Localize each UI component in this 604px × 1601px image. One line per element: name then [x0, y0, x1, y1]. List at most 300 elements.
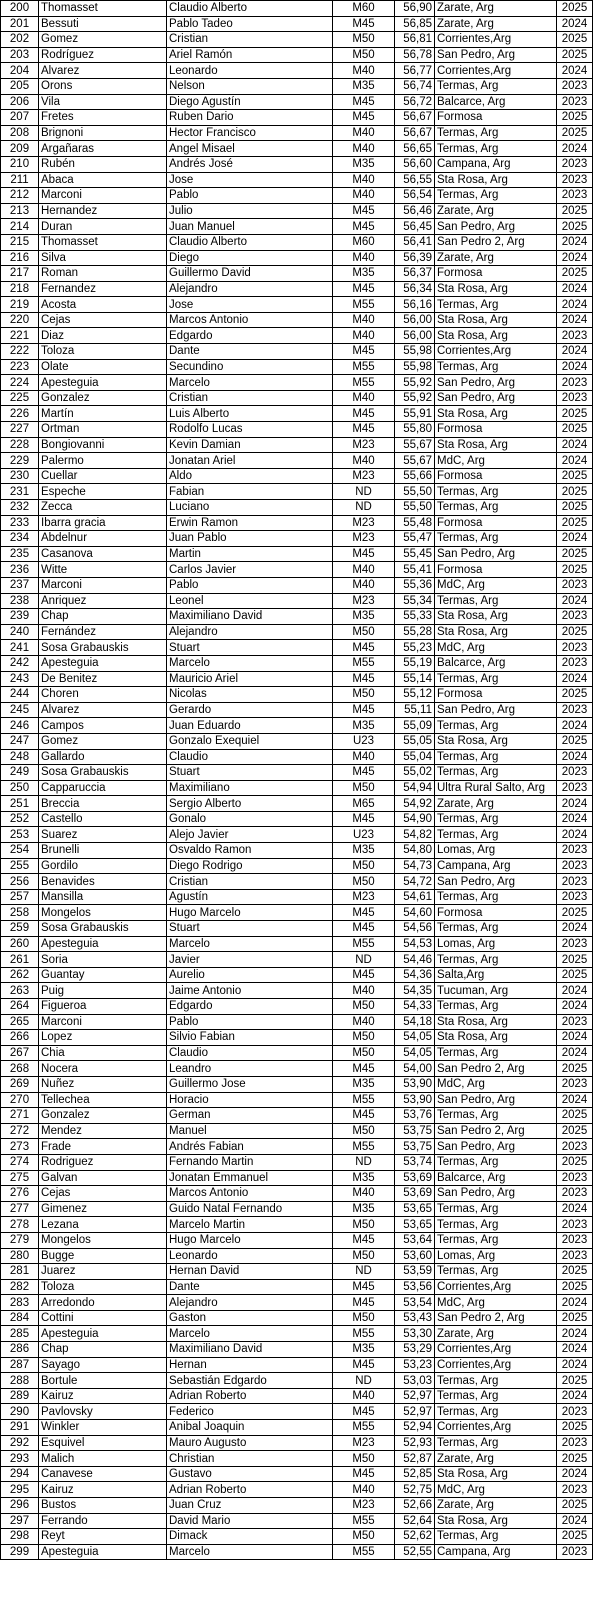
table-row	[1, 655, 593, 671]
surname-cell: Fernández	[39, 624, 167, 640]
rank-cell: 214	[1, 219, 39, 235]
category-cell: M55	[333, 297, 395, 313]
location-cell: MdC, Arg	[435, 577, 557, 593]
score-cell: 52,75	[395, 1482, 435, 1498]
surname-cell: Lezana	[39, 1217, 167, 1233]
surname-cell: Toloza	[39, 1279, 167, 1295]
location-cell: San Pedro, Arg	[435, 375, 557, 391]
category-cell: M40	[333, 312, 395, 328]
score-cell: 55,28	[395, 624, 435, 640]
category-cell: M45	[333, 1404, 395, 1420]
score-cell: 55,67	[395, 453, 435, 469]
year-cell: 2023	[557, 1076, 593, 1092]
category-cell: ND	[333, 500, 395, 516]
location-cell: Zarate, Arg	[435, 796, 557, 812]
category-cell: M55	[333, 1420, 395, 1436]
surname-cell: Kairuz	[39, 1482, 167, 1498]
rank-cell: 245	[1, 702, 39, 718]
year-cell: 2023	[557, 765, 593, 781]
surname-cell: Apesteguia	[39, 1326, 167, 1342]
surname-cell: Bongiovanni	[39, 437, 167, 453]
category-cell: M45	[333, 110, 395, 126]
rank-cell: 250	[1, 780, 39, 796]
surname-cell: Chap	[39, 1342, 167, 1358]
first-name-cell: Guillermo Jose	[167, 1076, 333, 1092]
location-cell: Lomas, Arg	[435, 843, 557, 859]
table-row	[1, 687, 593, 703]
category-cell: M35	[333, 609, 395, 625]
category-cell: M40	[333, 1388, 395, 1404]
category-cell: M40	[333, 125, 395, 141]
year-cell: 2023	[557, 1217, 593, 1233]
location-cell: Termas, Arg	[435, 827, 557, 843]
table-row	[1, 468, 593, 484]
table-row	[1, 1498, 593, 1514]
table-row	[1, 359, 593, 375]
category-cell: M23	[333, 593, 395, 609]
location-cell: Tucuman, Arg	[435, 983, 557, 999]
table-row	[1, 936, 593, 952]
table-row	[1, 1373, 593, 1389]
rank-cell: 243	[1, 671, 39, 687]
score-cell: 53,56	[395, 1279, 435, 1295]
rank-cell: 291	[1, 1420, 39, 1436]
first-name-cell: Claudio Alberto	[167, 1, 333, 17]
first-name-cell: Marcelo	[167, 375, 333, 391]
year-cell: 2023	[557, 640, 593, 656]
score-cell: 54,35	[395, 983, 435, 999]
year-cell: 2023	[557, 1404, 593, 1420]
category-cell: U23	[333, 733, 395, 749]
year-cell: 2024	[557, 921, 593, 937]
surname-cell: Zecca	[39, 500, 167, 516]
score-cell: 53,69	[395, 1186, 435, 1202]
score-cell: 55,36	[395, 577, 435, 593]
location-cell: Termas, Arg	[435, 359, 557, 375]
location-cell: San Pedro, Arg	[435, 47, 557, 63]
table-row	[1, 63, 593, 79]
location-cell: MdC, Arg	[435, 1076, 557, 1092]
rank-cell: 257	[1, 889, 39, 905]
score-cell: 53,76	[395, 1108, 435, 1124]
rank-cell: 299	[1, 1544, 39, 1560]
first-name-cell: Leonardo	[167, 1248, 333, 1264]
location-cell: Termas, Arg	[435, 999, 557, 1015]
year-cell: 2024	[557, 531, 593, 547]
table-row	[1, 16, 593, 32]
first-name-cell: Jonatan Emmanuel	[167, 1170, 333, 1186]
surname-cell: Hernandez	[39, 203, 167, 219]
year-cell: 2025	[557, 203, 593, 219]
score-cell: 56,74	[395, 78, 435, 94]
first-name-cell: Diego Agustín	[167, 94, 333, 110]
table-row	[1, 312, 593, 328]
category-cell: M23	[333, 468, 395, 484]
location-cell: Campana, Arg	[435, 156, 557, 172]
score-cell: 55,66	[395, 468, 435, 484]
rank-cell: 251	[1, 796, 39, 812]
score-cell: 55,98	[395, 344, 435, 360]
first-name-cell: Silvio Fabian	[167, 1030, 333, 1046]
location-cell: San Pedro 2, Arg	[435, 1061, 557, 1077]
location-cell: Sta Rosa, Arg	[435, 172, 557, 188]
year-cell: 2025	[557, 500, 593, 516]
first-name-cell: Erwin Ramon	[167, 515, 333, 531]
year-cell: 2024	[557, 453, 593, 469]
score-cell: 54,80	[395, 843, 435, 859]
location-cell: Termas, Arg	[435, 1529, 557, 1545]
year-cell: 2024	[557, 999, 593, 1015]
location-cell: Corrientes,Arg	[435, 1420, 557, 1436]
rank-cell: 211	[1, 172, 39, 188]
year-cell: 2024	[557, 1030, 593, 1046]
first-name-cell: Adrian Roberto	[167, 1482, 333, 1498]
rank-cell: 213	[1, 203, 39, 219]
rank-cell: 208	[1, 125, 39, 141]
rank-cell: 223	[1, 359, 39, 375]
category-cell: M45	[333, 344, 395, 360]
rank-cell: 252	[1, 811, 39, 827]
score-cell: 52,66	[395, 1498, 435, 1514]
table-row	[1, 1045, 593, 1061]
year-cell: 2023	[557, 1170, 593, 1186]
table-row	[1, 1466, 593, 1482]
surname-cell: Nuñez	[39, 1076, 167, 1092]
category-cell: M50	[333, 858, 395, 874]
rank-cell: 204	[1, 63, 39, 79]
surname-cell: Gordilo	[39, 858, 167, 874]
location-cell: Termas, Arg	[435, 811, 557, 827]
score-cell: 53,64	[395, 1232, 435, 1248]
location-cell: Termas, Arg	[435, 1404, 557, 1420]
surname-cell: Espeche	[39, 484, 167, 500]
rank-cell: 284	[1, 1310, 39, 1326]
score-cell: 56,16	[395, 297, 435, 313]
first-name-cell: Rodolfo Lucas	[167, 422, 333, 438]
score-cell: 52,62	[395, 1529, 435, 1545]
score-cell: 53,29	[395, 1342, 435, 1358]
year-cell: 2025	[557, 562, 593, 578]
location-cell: Termas, Arg	[435, 1217, 557, 1233]
first-name-cell: David Mario	[167, 1513, 333, 1529]
category-cell: M50	[333, 999, 395, 1015]
score-cell: 53,03	[395, 1373, 435, 1389]
category-cell: M40	[333, 453, 395, 469]
table-row	[1, 484, 593, 500]
surname-cell: Witte	[39, 562, 167, 578]
table-row	[1, 905, 593, 921]
rank-cell: 262	[1, 967, 39, 983]
year-cell: 2024	[557, 1342, 593, 1358]
category-cell: M65	[333, 796, 395, 812]
location-cell: Termas, Arg	[435, 78, 557, 94]
location-cell: San Pedro, Arg	[435, 390, 557, 406]
rank-cell: 264	[1, 999, 39, 1015]
location-cell: Corrientes,Arg	[435, 1342, 557, 1358]
first-name-cell: Edgardo	[167, 999, 333, 1015]
first-name-cell: Fernando Martin	[167, 1154, 333, 1170]
surname-cell: Marconi	[39, 1014, 167, 1030]
rank-cell: 286	[1, 1342, 39, 1358]
table-row	[1, 500, 593, 516]
table-row	[1, 1529, 593, 1545]
first-name-cell: Nicolas	[167, 687, 333, 703]
location-cell: Ultra Rural Salto, Arg	[435, 780, 557, 796]
table-row	[1, 297, 593, 313]
rank-cell: 246	[1, 718, 39, 734]
score-cell: 54,18	[395, 1014, 435, 1030]
score-cell: 54,73	[395, 858, 435, 874]
location-cell: Sta Rosa, Arg	[435, 406, 557, 422]
year-cell: 2023	[557, 375, 593, 391]
table-row	[1, 1201, 593, 1217]
location-cell: Termas, Arg	[435, 188, 557, 204]
category-cell: M60	[333, 1, 395, 17]
rank-cell: 222	[1, 344, 39, 360]
score-cell: 56,65	[395, 141, 435, 157]
score-cell: 55,23	[395, 640, 435, 656]
location-cell: Formosa	[435, 266, 557, 282]
category-cell: M35	[333, 718, 395, 734]
first-name-cell: Osvaldo Ramon	[167, 843, 333, 859]
category-cell: M45	[333, 967, 395, 983]
table-row	[1, 1186, 593, 1202]
rank-cell: 225	[1, 390, 39, 406]
rank-cell: 294	[1, 1466, 39, 1482]
surname-cell: Apesteguia	[39, 375, 167, 391]
category-cell: ND	[333, 1154, 395, 1170]
first-name-cell: Claudio	[167, 749, 333, 765]
first-name-cell: Maximiliano David	[167, 609, 333, 625]
year-cell: 2025	[557, 1154, 593, 1170]
rank-cell: 290	[1, 1404, 39, 1420]
surname-cell: Bustos	[39, 1498, 167, 1514]
year-cell: 2024	[557, 141, 593, 157]
category-cell: M50	[333, 1217, 395, 1233]
surname-cell: Galvan	[39, 1170, 167, 1186]
category-cell: M45	[333, 1466, 395, 1482]
score-cell: 54,36	[395, 967, 435, 983]
location-cell: Sta Rosa, Arg	[435, 1513, 557, 1529]
table-row	[1, 344, 593, 360]
rank-cell: 241	[1, 640, 39, 656]
score-cell: 56,85	[395, 16, 435, 32]
first-name-cell: Cristian	[167, 390, 333, 406]
category-cell: M55	[333, 1326, 395, 1342]
surname-cell: De Benitez	[39, 671, 167, 687]
surname-cell: Figueroa	[39, 999, 167, 1015]
surname-cell: Chap	[39, 609, 167, 625]
first-name-cell: Jonatan Ariel	[167, 453, 333, 469]
year-cell: 2023	[557, 172, 593, 188]
first-name-cell: Horacio	[167, 1092, 333, 1108]
first-name-cell: Luciano	[167, 500, 333, 516]
first-name-cell: Mauro Augusto	[167, 1435, 333, 1451]
year-cell: 2023	[557, 78, 593, 94]
first-name-cell: Diego Rodrigo	[167, 858, 333, 874]
year-cell: 2025	[557, 1451, 593, 1467]
year-cell: 2025	[557, 110, 593, 126]
location-cell: Termas, Arg	[435, 1373, 557, 1389]
surname-cell: Juarez	[39, 1264, 167, 1280]
score-cell: 53,75	[395, 1123, 435, 1139]
category-cell: M45	[333, 811, 395, 827]
table-row	[1, 125, 593, 141]
score-cell: 53,75	[395, 1139, 435, 1155]
location-cell: San Pedro, Arg	[435, 219, 557, 235]
first-name-cell: Cristian	[167, 874, 333, 890]
rank-cell: 216	[1, 250, 39, 266]
surname-cell: Choren	[39, 687, 167, 703]
first-name-cell: Gerardo	[167, 702, 333, 718]
rank-cell: 240	[1, 624, 39, 640]
table-row	[1, 1076, 593, 1092]
category-cell: M55	[333, 1513, 395, 1529]
location-cell: San Pedro, Arg	[435, 702, 557, 718]
location-cell: San Pedro 2, Arg	[435, 234, 557, 250]
table-row	[1, 827, 593, 843]
first-name-cell: Claudio Alberto	[167, 234, 333, 250]
category-cell: M35	[333, 266, 395, 282]
first-name-cell: Alejandro	[167, 624, 333, 640]
first-name-cell: Alejandro	[167, 1295, 333, 1311]
surname-cell: Mongelos	[39, 1232, 167, 1248]
first-name-cell: Pablo Tadeo	[167, 16, 333, 32]
location-cell: Campana, Arg	[435, 858, 557, 874]
year-cell: 2024	[557, 312, 593, 328]
year-cell: 2024	[557, 983, 593, 999]
surname-cell: Gonzalez	[39, 390, 167, 406]
score-cell: 53,43	[395, 1310, 435, 1326]
year-cell: 2023	[557, 1186, 593, 1202]
score-cell: 52,64	[395, 1513, 435, 1529]
year-cell: 2025	[557, 32, 593, 48]
rank-cell: 289	[1, 1388, 39, 1404]
first-name-cell: Maximiliano David	[167, 1342, 333, 1358]
category-cell: M40	[333, 577, 395, 593]
first-name-cell: Marcelo	[167, 936, 333, 952]
table-row	[1, 858, 593, 874]
rank-cell: 279	[1, 1232, 39, 1248]
location-cell: San Pedro 2, Arg	[435, 1310, 557, 1326]
table-row	[1, 749, 593, 765]
score-cell: 54,72	[395, 874, 435, 890]
surname-cell: Fernandez	[39, 281, 167, 297]
year-cell: 2024	[557, 749, 593, 765]
surname-cell: Vila	[39, 94, 167, 110]
location-cell: Termas, Arg	[435, 1232, 557, 1248]
surname-cell: Malich	[39, 1451, 167, 1467]
score-cell: 56,54	[395, 188, 435, 204]
location-cell: Sta Rosa, Arg	[435, 281, 557, 297]
category-cell: M45	[333, 546, 395, 562]
score-cell: 53,69	[395, 1170, 435, 1186]
surname-cell: Gonzalez	[39, 1108, 167, 1124]
year-cell: 2023	[557, 328, 593, 344]
rank-cell: 295	[1, 1482, 39, 1498]
year-cell: 2025	[557, 47, 593, 63]
category-cell: M45	[333, 203, 395, 219]
score-cell: 53,23	[395, 1357, 435, 1373]
score-cell: 53,60	[395, 1248, 435, 1264]
category-cell: M45	[333, 1279, 395, 1295]
rank-cell: 238	[1, 593, 39, 609]
year-cell: 2024	[557, 796, 593, 812]
year-cell: 2025	[557, 1061, 593, 1077]
category-cell: ND	[333, 952, 395, 968]
table-row	[1, 1139, 593, 1155]
score-cell: 56,46	[395, 203, 435, 219]
rank-cell: 255	[1, 858, 39, 874]
surname-cell: Benavides	[39, 874, 167, 890]
first-name-cell: Juan Manuel	[167, 219, 333, 235]
first-name-cell: Javier	[167, 952, 333, 968]
first-name-cell: Leonardo	[167, 63, 333, 79]
category-cell: M35	[333, 1170, 395, 1186]
first-name-cell: Andrés Fabian	[167, 1139, 333, 1155]
rank-cell: 215	[1, 234, 39, 250]
rank-cell: 224	[1, 375, 39, 391]
rank-cell: 239	[1, 609, 39, 625]
surname-cell: Casanova	[39, 546, 167, 562]
category-cell: ND	[333, 484, 395, 500]
first-name-cell: Gaston	[167, 1310, 333, 1326]
year-cell: 2023	[557, 577, 593, 593]
table-row	[1, 375, 593, 391]
table-row	[1, 1014, 593, 1030]
score-cell: 54,92	[395, 796, 435, 812]
score-cell: 54,90	[395, 811, 435, 827]
score-cell: 55,92	[395, 375, 435, 391]
score-cell: 55,11	[395, 702, 435, 718]
rank-cell: 248	[1, 749, 39, 765]
category-cell: M50	[333, 780, 395, 796]
category-cell: M55	[333, 375, 395, 391]
first-name-cell: Mauricio Ariel	[167, 671, 333, 687]
year-cell: 2025	[557, 406, 593, 422]
category-cell: M55	[333, 1092, 395, 1108]
score-cell: 52,94	[395, 1420, 435, 1436]
table-row	[1, 453, 593, 469]
first-name-cell: Leandro	[167, 1061, 333, 1077]
year-cell: 2023	[557, 156, 593, 172]
year-cell: 2024	[557, 16, 593, 32]
year-cell: 2023	[557, 889, 593, 905]
score-cell: 54,53	[395, 936, 435, 952]
category-cell: M50	[333, 1045, 395, 1061]
score-cell: 56,34	[395, 281, 435, 297]
rank-cell: 298	[1, 1529, 39, 1545]
category-cell: M40	[333, 1482, 395, 1498]
score-cell: 56,41	[395, 234, 435, 250]
rank-cell: 229	[1, 453, 39, 469]
rank-cell: 218	[1, 281, 39, 297]
location-cell: Balcarce, Arg	[435, 94, 557, 110]
first-name-cell: Jose	[167, 172, 333, 188]
location-cell: MdC, Arg	[435, 453, 557, 469]
category-cell: M23	[333, 437, 395, 453]
rank-cell: 265	[1, 1014, 39, 1030]
year-cell: 2025	[557, 219, 593, 235]
table-row	[1, 47, 593, 63]
year-cell: 2025	[557, 687, 593, 703]
surname-cell: Cottini	[39, 1310, 167, 1326]
location-cell: Lomas, Arg	[435, 1248, 557, 1264]
score-cell: 56,55	[395, 172, 435, 188]
table-row	[1, 1451, 593, 1467]
category-cell: M23	[333, 1498, 395, 1514]
surname-cell: Anriquez	[39, 593, 167, 609]
